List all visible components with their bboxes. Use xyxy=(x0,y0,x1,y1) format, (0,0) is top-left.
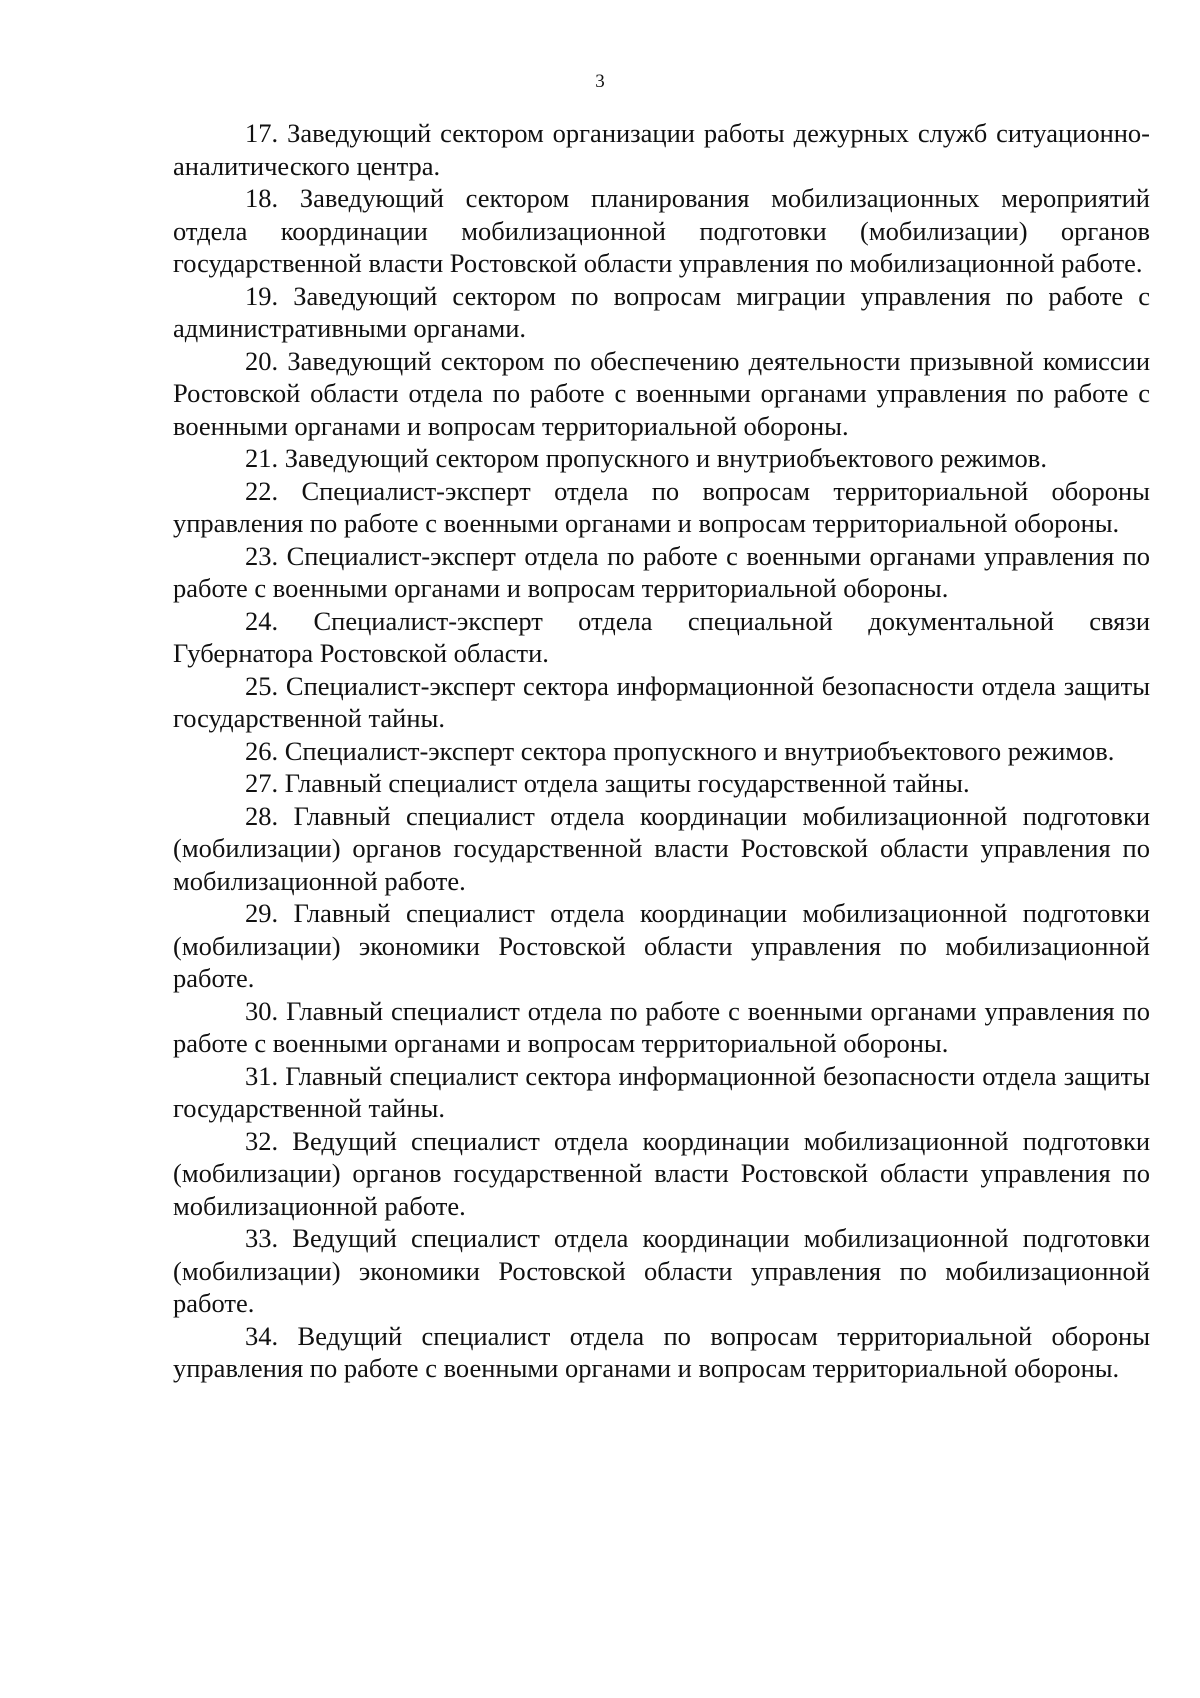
list-item xyxy=(173,735,1150,768)
item-text: Главный специалист отдела координации мобилизационной подготовки (мобилизации) экономики Ростовской области управления по мобилизационной работе. xyxy=(173,898,1151,993)
item-text: Главный специалист отдела координации мобилизационной подготовки (мобилизации) органов государственной власти Ростовской области управления по мобилизационной работе. xyxy=(173,800,1151,896)
item-text: Главный специалист отдела по работе с военными органами управления по работе с военными органами и вопросам территориальной обороны. xyxy=(173,995,1150,1058)
item-number: 32. xyxy=(245,1125,279,1156)
item-number: 18. xyxy=(245,183,279,213)
item-number: 30. xyxy=(245,995,279,1026)
item-number: 20. xyxy=(245,345,279,376)
list-item xyxy=(173,345,1150,443)
page-number: 3 xyxy=(595,71,605,92)
item-text: Заведующий сектором организации работы дежурных служб ситуационно-аналитического центра. xyxy=(173,118,1151,181)
item-text: Специалист-эксперт отдела специальной документальной связи Губернатора Ростовской области. xyxy=(173,605,1151,668)
item-number: 26. xyxy=(245,735,279,766)
list-item xyxy=(173,117,1150,182)
position-list xyxy=(173,117,1150,1385)
item-text: Ведущий специалист отдела по вопросам территориальной обороны управления по работе с военными органами и вопросам территориальной обороны. xyxy=(173,1320,1151,1383)
item-number: 24. xyxy=(245,605,279,636)
list-item xyxy=(173,442,1150,475)
list-item xyxy=(173,182,1150,280)
item-text: Специалист-эксперт сектора пропускного и внутриобъектового режимов. xyxy=(284,735,1115,766)
item-number: 28. xyxy=(245,800,279,831)
list-item xyxy=(173,995,1150,1060)
item-text: Специалист-эксперт сектора информационной безопасности отдела защиты государственной тайны. xyxy=(173,670,1150,733)
item-text: Специалист-эксперт отдела по работе с военными органами управления по работе с военными органами и вопросам территориальной обороны. xyxy=(173,540,1151,603)
list-item xyxy=(173,897,1150,995)
item-number: 31. xyxy=(245,1060,279,1091)
item-text: Заведующий сектором по обеспечению деятельности призывной комиссии Ростовской области отдела по работе с военными органами управления по работе с военными органами и вопросам территориальной обороны. xyxy=(173,345,1151,441)
item-number: 34. xyxy=(245,1320,279,1351)
item-number: 19. xyxy=(245,280,279,311)
item-number: 33. xyxy=(245,1223,279,1253)
list-item xyxy=(173,280,1150,345)
list-item xyxy=(173,1060,1150,1125)
list-item xyxy=(173,1125,1150,1223)
item-number: 29. xyxy=(245,898,279,928)
item-number: 17. xyxy=(245,118,279,148)
item-text: Заведующий сектором пропускного и внутриобъектового режимов. xyxy=(284,443,1047,473)
item-text: Специалист-эксперт отдела по вопросам территориальной обороны управления по работе с военными органами и вопросам территориальной обороны. xyxy=(173,475,1150,538)
list-item xyxy=(173,605,1150,670)
list-item xyxy=(173,475,1150,540)
item-text: Ведущий специалист отдела координации мобилизационной подготовки (мобилизации) органов государственной власти Ростовской области управления по мобилизационной работе. xyxy=(173,1125,1151,1221)
item-number: 27. xyxy=(245,768,279,798)
item-number: 21. xyxy=(245,443,279,473)
item-text: Заведующий сектором планирования мобилизационных мероприятий отдела координации мобилизационной подготовки (мобилизации) органов государственной власти Ростовской области управления по мобилизационной работе. xyxy=(173,183,1150,278)
item-text: Ведущий специалист отдела координации мобилизационной подготовки (мобилизации) экономики Ростовской области управления по мобилизационной работе. xyxy=(173,1223,1151,1318)
item-text: Заведующий сектором по вопросам миграции управления по работе с административными органами. xyxy=(173,280,1151,343)
list-item xyxy=(173,767,1150,800)
list-item xyxy=(173,670,1150,735)
item-number: 22. xyxy=(245,475,279,506)
item-number: 25. xyxy=(245,670,279,701)
item-number: 23. xyxy=(245,540,279,571)
list-item xyxy=(173,800,1150,898)
list-item xyxy=(173,1320,1150,1385)
item-text: Главный специалист отдела защиты государственной тайны. xyxy=(284,768,970,798)
list-item xyxy=(173,1222,1150,1320)
item-text: Главный специалист сектора информационной безопасности отдела защиты государственной тайны. xyxy=(173,1060,1151,1123)
list-item xyxy=(173,540,1150,605)
